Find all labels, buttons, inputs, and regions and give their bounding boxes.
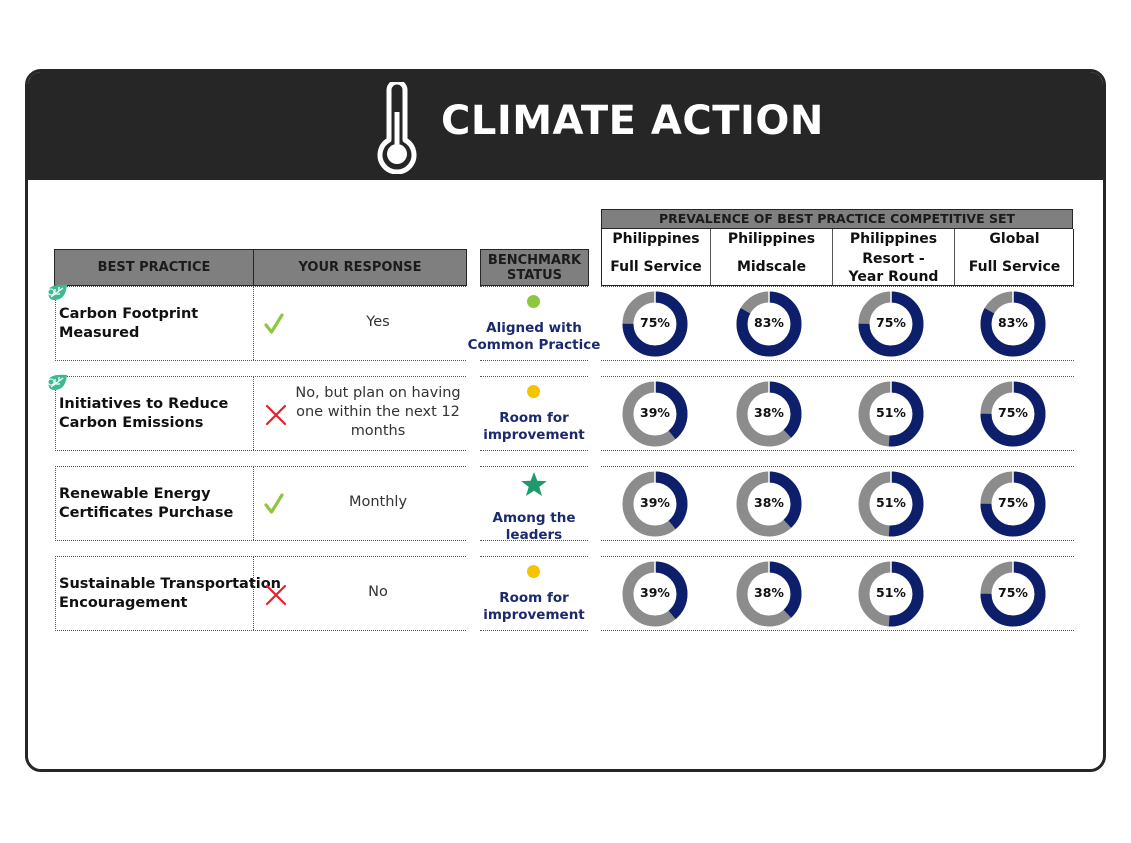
status-text: Room for bbox=[499, 590, 569, 606]
response-text: months bbox=[350, 423, 406, 439]
benchmark-status-header bbox=[480, 249, 589, 286]
set-header-line-1: Philippines bbox=[727, 231, 816, 247]
donut-chart bbox=[736, 471, 802, 537]
donut-chart bbox=[622, 381, 688, 447]
benchmark-cell bbox=[480, 376, 588, 451]
response-text: No bbox=[368, 584, 388, 600]
set-header-ph-full-service bbox=[602, 229, 710, 285]
set-header-line-1: Philippines bbox=[849, 231, 938, 247]
status-dot-icon bbox=[527, 295, 540, 308]
page-title: CLIMATE ACTION bbox=[441, 98, 824, 144]
response-text: Monthly bbox=[348, 494, 408, 510]
practice-label: Carbon Emissions bbox=[59, 414, 204, 431]
cross-icon bbox=[264, 583, 288, 613]
practice-label: Initiatives to Reduce bbox=[59, 395, 229, 412]
check-icon bbox=[264, 313, 284, 341]
column-divider bbox=[253, 287, 254, 360]
practice-label: Sustainable Transportation bbox=[59, 575, 282, 592]
donut-label: 38% bbox=[754, 584, 784, 600]
donut-label: 39% bbox=[640, 494, 670, 510]
status-text: Common Practice bbox=[467, 337, 601, 353]
your-response-header: YOUR RESPONSE bbox=[253, 249, 467, 286]
response-text: Yes bbox=[366, 314, 390, 330]
thermometer-icon bbox=[372, 82, 422, 174]
donut-label: 75% bbox=[998, 404, 1028, 420]
set-header-line-2: Full Service bbox=[610, 259, 702, 275]
benchmark-cell bbox=[467, 286, 601, 361]
set-header-ph-resort bbox=[832, 229, 954, 285]
practice-label: Measured bbox=[59, 324, 140, 341]
donut-chart bbox=[858, 381, 924, 447]
donut-label: 51% bbox=[876, 494, 906, 510]
response-text: one within the next 12 bbox=[296, 404, 460, 420]
donut-chart bbox=[622, 291, 688, 357]
practice-label: Encouragement bbox=[59, 594, 188, 611]
leaf-pin-icon bbox=[45, 283, 69, 307]
leaf-pin-icon bbox=[45, 373, 69, 397]
status-text: Among the leaders bbox=[492, 510, 576, 543]
set-header-line-1: Philippines bbox=[612, 231, 700, 247]
donut-label: 75% bbox=[998, 494, 1028, 510]
practice-row bbox=[55, 556, 466, 631]
donut-label: 83% bbox=[754, 314, 784, 330]
prevalence-header: PREVALENCE OF BEST PRACTICE COMPETITIVE SET bbox=[601, 209, 1073, 229]
competitive-set-headers bbox=[601, 229, 1074, 286]
donut-label: 38% bbox=[754, 404, 784, 420]
set-header-global-full-service bbox=[954, 229, 1074, 285]
response-text: No, but plan on having bbox=[295, 385, 461, 401]
practice-row bbox=[55, 286, 466, 361]
donut-chart bbox=[736, 561, 802, 627]
set-header-line-2: Full Service bbox=[968, 259, 1061, 275]
benchmark-header-line-1: BENCHMARK bbox=[487, 252, 582, 268]
donut-label: 75% bbox=[640, 314, 670, 330]
donut-label: 75% bbox=[876, 314, 906, 330]
donut-chart bbox=[622, 561, 688, 627]
practice-row bbox=[55, 466, 466, 541]
status-text: Aligned with bbox=[486, 320, 582, 336]
set-header-line-2: Resort - Year Round bbox=[848, 251, 939, 285]
donut-chart bbox=[980, 381, 1046, 447]
set-header-line-1: Global bbox=[989, 231, 1040, 247]
benchmark-header-line-2: STATUS bbox=[506, 267, 563, 283]
donut-chart bbox=[736, 381, 802, 447]
donut-chart bbox=[980, 561, 1046, 627]
status-dot-icon bbox=[527, 565, 540, 578]
donut-chart bbox=[858, 561, 924, 627]
practice-label: Certificates Purchase bbox=[59, 504, 234, 521]
practice-row bbox=[55, 376, 466, 451]
status-text: improvement bbox=[483, 427, 585, 443]
donut-chart bbox=[622, 471, 688, 537]
donut-chart bbox=[980, 291, 1046, 357]
practice-label: Renewable Energy bbox=[59, 485, 211, 502]
donut-label: 51% bbox=[876, 584, 906, 600]
column-divider bbox=[253, 467, 254, 540]
set-header-ph-midscale bbox=[710, 229, 832, 285]
donut-chart bbox=[736, 291, 802, 357]
status-text: improvement bbox=[483, 607, 585, 623]
cross-icon bbox=[264, 403, 288, 433]
status-dot-icon bbox=[527, 385, 540, 398]
donut-label: 39% bbox=[640, 584, 670, 600]
column-divider bbox=[253, 377, 254, 450]
star-icon bbox=[520, 471, 548, 501]
benchmark-cell bbox=[480, 556, 588, 631]
banner bbox=[28, 72, 1103, 180]
donut-label: 51% bbox=[876, 404, 906, 420]
status-text: Room for bbox=[499, 410, 569, 426]
column-divider bbox=[253, 557, 254, 630]
set-header-line-2: Midscale bbox=[736, 259, 807, 275]
donut-chart bbox=[858, 471, 924, 537]
benchmark-cell bbox=[480, 466, 588, 541]
donut-label: 83% bbox=[998, 314, 1028, 330]
donut-chart bbox=[858, 291, 924, 357]
donut-label: 38% bbox=[754, 494, 784, 510]
best-practice-header: BEST PRACTICE bbox=[54, 249, 254, 286]
donut-chart bbox=[980, 471, 1046, 537]
donut-label: 39% bbox=[640, 404, 670, 420]
practice-label: Carbon Footprint bbox=[59, 305, 199, 322]
donut-label: 75% bbox=[998, 584, 1028, 600]
check-icon bbox=[264, 493, 284, 521]
